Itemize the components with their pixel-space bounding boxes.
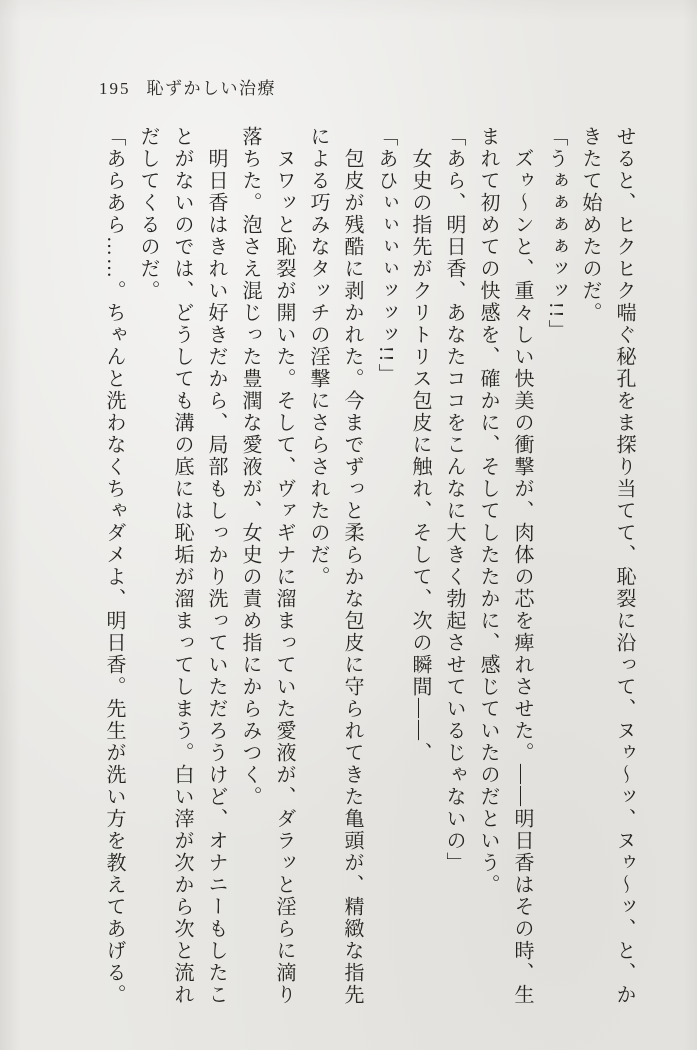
- running-header: [99, 74, 276, 99]
- text-line: 「あら、明日香、あなたココをこんなに大きく勃起させているじゃないの」: [443, 126, 465, 874]
- text-line: 女史の指先がクリトリス包皮に触れ、そして、次の瞬間――、: [409, 148, 431, 764]
- text-line: 「あひぃぃぃぃッッッ!!」: [375, 126, 397, 386]
- text-line: 「あらあら……。ちゃんと洗わなくちゃダメよ、明日香。先生が洗い方を教えてあげる。: [103, 126, 125, 1006]
- text-line: による巧みなタッチの淫撃にさらされたのだ。: [307, 126, 329, 588]
- text-line: ズゥ〜ンと、重々しい快美の衝撃が、肉体の芯を痺れさせた。――明日香はその時、生: [511, 148, 533, 1006]
- text-line: まれて初めての快感を、確かに、そしてしたたかに、感じていたのだという。: [477, 126, 499, 896]
- body-text: [97, 126, 641, 1016]
- text-line: 明日香はきれい好きだから、局部もしっかり洗っていただろうけど、オナニーもしたこ: [205, 148, 227, 1006]
- text-line: ヌワッと恥裂が開いた。そして、ヴァギナに溜まっていた愛液が、ダラッと淫らに滴り: [273, 148, 295, 1006]
- chapter-title: 恥ずかしい治療: [146, 79, 276, 98]
- text-line: とがないのでは、どうしても溝の底には恥垢が溜まってしまう。白い滓が次から次と流れ: [171, 126, 193, 1006]
- text-line: 包皮が残酷に剥かれた。今までずっと柔らかな包皮に守られてきた亀頭が、精緻な指先: [341, 148, 363, 1006]
- text-line: だしてくるのだ。: [137, 126, 159, 302]
- text-line: きたて始めたのだ。: [579, 126, 601, 324]
- text-line: 「うぁぁぁぁッッ!!」: [545, 126, 567, 342]
- text-line: 落ちた。泡さえ混じった豊潤な愛液が、女史の責め指にからみつく。: [239, 126, 261, 808]
- page-number: 195: [99, 79, 131, 98]
- text-line: せると、ヒクヒク喘ぐ秘孔をま探り当てて、恥裂に沿って、ヌゥ〜ッ、ヌゥ〜ッ、と、か: [613, 126, 635, 1006]
